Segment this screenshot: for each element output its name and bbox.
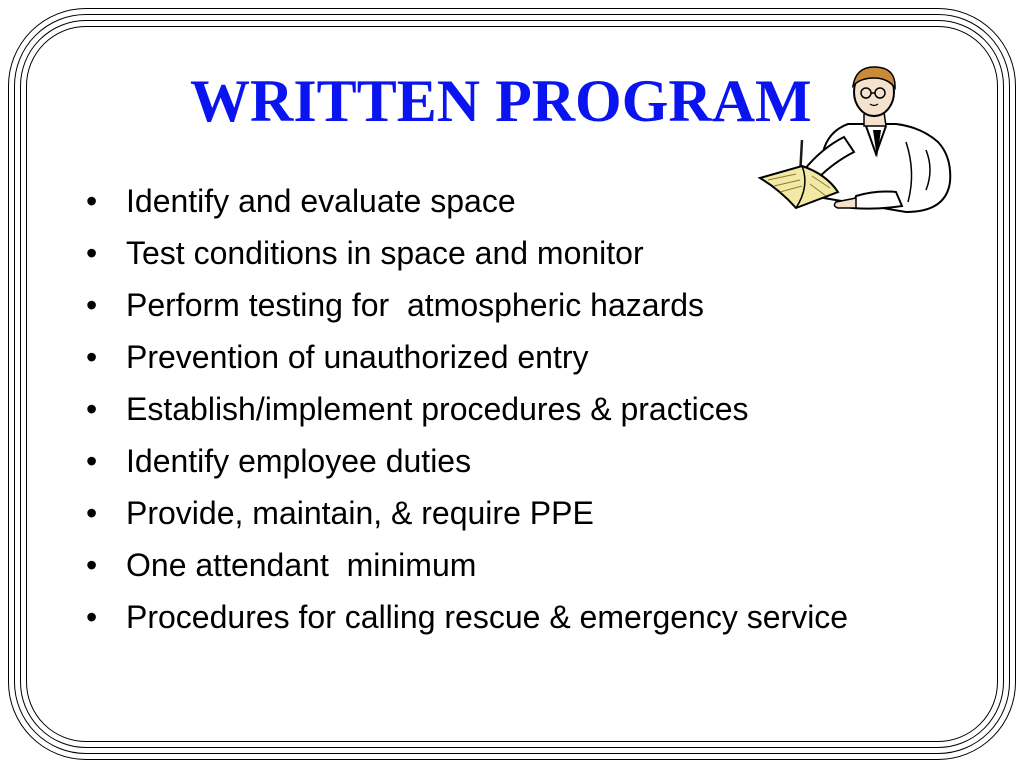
- bullet-text: Establish/implement procedures & practices: [126, 391, 749, 427]
- bullet-marker: •: [86, 339, 98, 375]
- bullet-marker: •: [86, 391, 98, 427]
- bullet-item: [86, 598, 946, 636]
- bullet-marker: •: [86, 443, 98, 479]
- bullet-text: One attendant minimum: [126, 547, 477, 583]
- bullet-text: Identify employee duties: [126, 443, 472, 479]
- bullet-text: Test conditions in space and monitor: [126, 235, 644, 271]
- bullet-list: [86, 182, 946, 650]
- bullet-marker: •: [86, 287, 98, 323]
- bullet-item: [86, 338, 946, 376]
- bullet-item: [86, 286, 946, 324]
- bullet-marker: •: [86, 599, 98, 635]
- bullet-marker: •: [86, 235, 98, 271]
- bullet-item: [86, 390, 946, 428]
- bullet-item: [86, 494, 946, 532]
- bullet-marker: •: [86, 547, 98, 583]
- bullet-marker: •: [86, 495, 98, 531]
- bullet-text: Prevention of unauthorized entry: [126, 339, 589, 375]
- bullet-item: [86, 546, 946, 584]
- bullet-marker: •: [86, 183, 98, 219]
- bullet-item: [86, 442, 946, 480]
- bullet-item: [86, 234, 946, 272]
- slide-title: WRITTEN PROGRAM: [190, 68, 812, 134]
- bullet-text: Identify and evaluate space: [126, 183, 516, 219]
- bullet-text: Procedures for calling rescue & emergency service: [126, 599, 849, 635]
- bullet-text: Provide, maintain, & require PPE: [126, 495, 594, 531]
- bullet-text: Perform testing for atmospheric hazards: [126, 287, 705, 323]
- bullet-item: [86, 182, 946, 220]
